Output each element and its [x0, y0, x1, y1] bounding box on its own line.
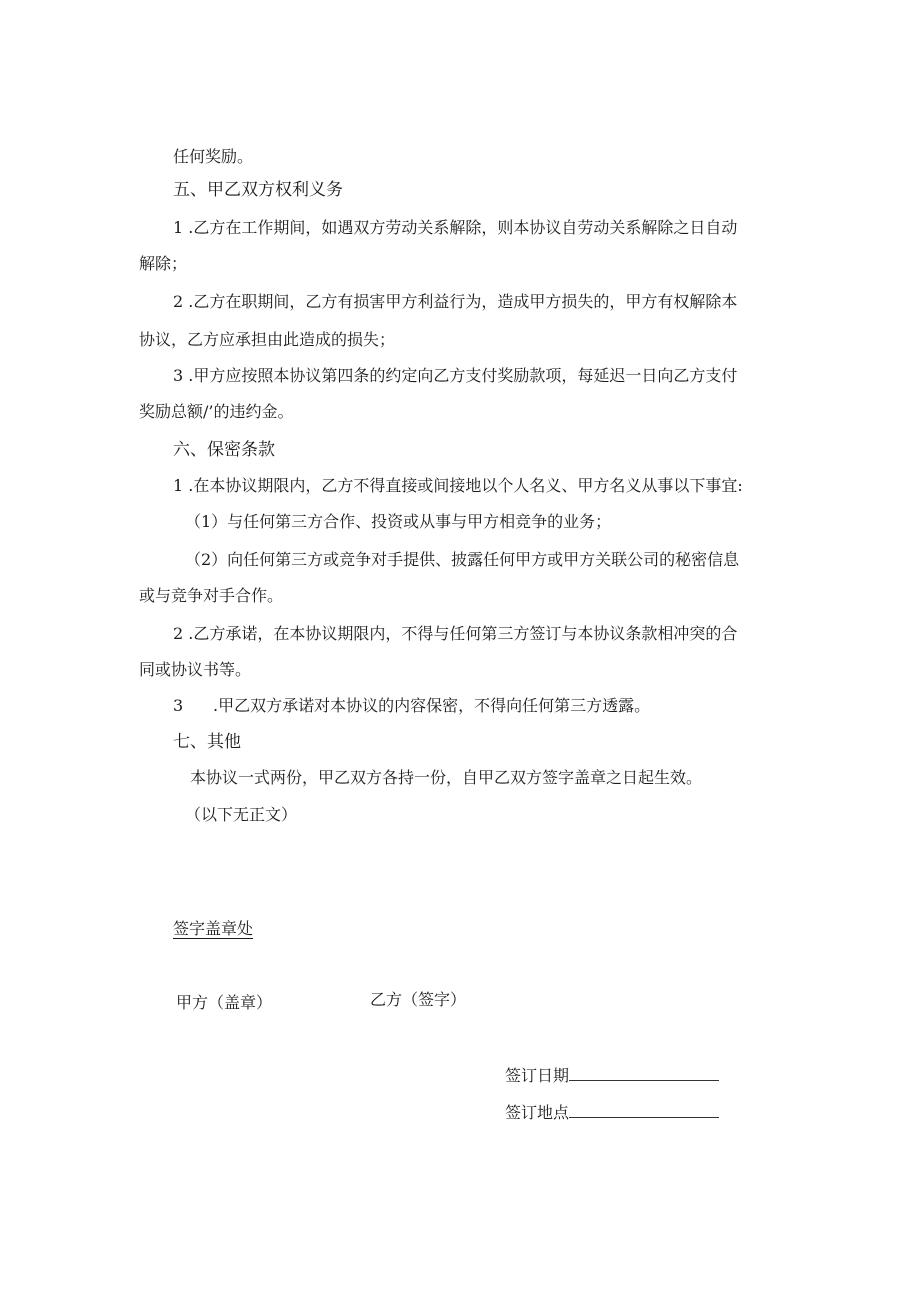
sign-date-field[interactable]: [569, 1066, 719, 1081]
text-line: 本协议一式两份，甲乙双方各持一份，自甲乙双方签字盖章之日起生效。: [190, 768, 703, 787]
signature-title: 签字盖章处: [173, 919, 254, 938]
text-line: 2 .乙方承诺，在本协议期限内，不得与任何第三方签订与本协议条款相冲突的合: [173, 624, 738, 643]
text-line: 奖励总额/’的违约金。: [139, 402, 294, 421]
section-heading: 七、其他: [173, 732, 241, 752]
text-line: （以下无正文）: [185, 805, 298, 824]
text-line: 协议，乙方应承担由此造成的损失；: [139, 330, 396, 349]
text-line: 解除；: [139, 254, 188, 273]
section-heading: 六、保密条款: [173, 440, 275, 460]
sign-date-row: [505, 1066, 719, 1086]
text-line: .甲乙双方承诺对本协议的内容保密，不得向任何第三方透露。: [213, 696, 651, 715]
text-line: 3 .甲方应按照本协议第四条的约定向乙方支付奖励款项，每延迟一日向乙方支付: [173, 366, 738, 385]
sign-place-field[interactable]: [569, 1103, 719, 1118]
text-line: （1）与任何第三方合作、投资或从事与甲方相竞争的业务；: [185, 512, 612, 531]
sign-date-label: 签订日期: [505, 1066, 570, 1085]
text-line: （2）向任何第三方或竞争对手提供、披露任何甲方或甲方关联公司的秘密信息: [185, 550, 740, 569]
section-heading: 五、甲乙双方权利义务: [173, 180, 343, 200]
text-line: 1 .在本协议期限内，乙方不得直接或间接地以个人名义、甲方名义从事以下事宜:: [173, 476, 743, 495]
text-line: 2 .乙方在职期间，乙方有损害甲方利益行为，造成甲方损失的，甲方有权解除本: [173, 292, 738, 311]
sign-place-label: 签订地点: [505, 1103, 570, 1122]
item-number: 3: [173, 696, 184, 715]
text-line: 1 .乙方在工作期间，如遇双方劳动关系解除，则本协议自劳动关系解除之日自动: [173, 218, 738, 237]
sign-place-row: [505, 1103, 719, 1123]
text-line: 或与竞争对手合作。: [139, 586, 284, 605]
text-line: 任何奖励。: [173, 147, 254, 166]
text-line: 同或协议书等。: [139, 660, 252, 679]
party-a-label: 甲方（盖章）: [176, 993, 273, 1012]
party-b-label: 乙方（签字）: [370, 990, 467, 1009]
